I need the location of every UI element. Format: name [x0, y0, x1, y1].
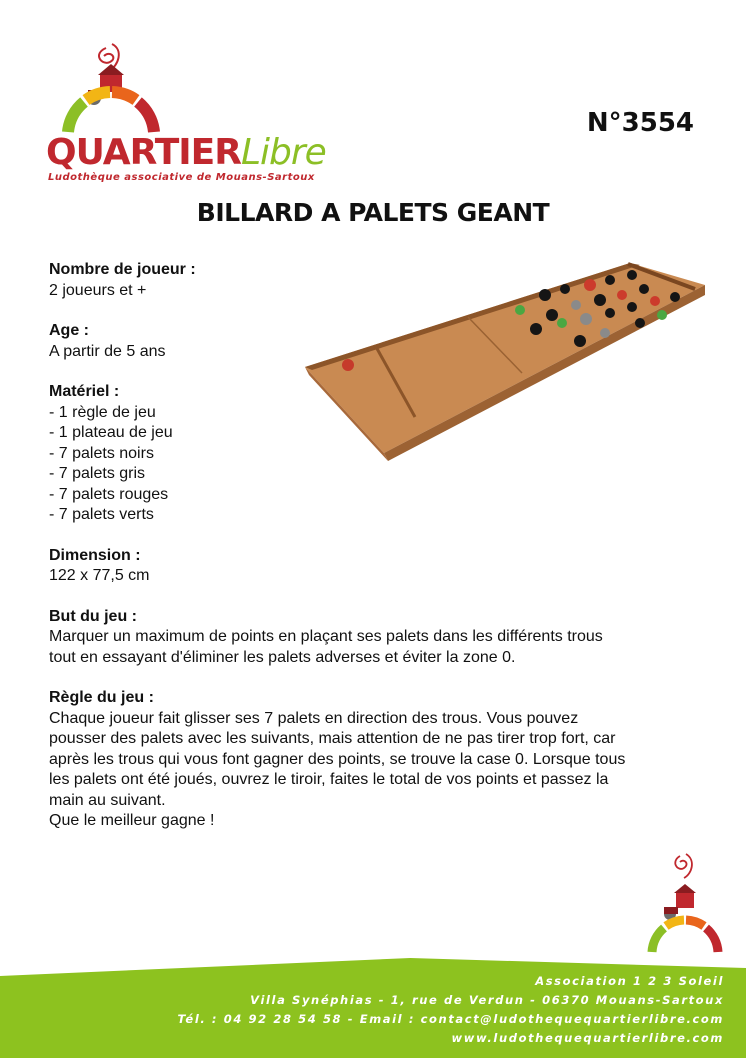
goal-section	[49, 607, 689, 669]
logo-tagline: Ludothèque associative de Mouans-Sartoux	[48, 172, 315, 183]
age-value: A partir de 5 ans	[49, 342, 166, 360]
footer-contact	[177, 972, 724, 1048]
page-title: BILLARD A PALETS GEANT	[196, 198, 550, 227]
dimension-value: 122 x 77,5 cm	[49, 567, 150, 584]
materiel-list	[49, 403, 689, 526]
players-section	[49, 260, 689, 301]
materiel-section	[49, 382, 689, 526]
dimension-label: Dimension :	[49, 546, 141, 564]
text-line: Que le meilleur gagne !	[49, 812, 215, 829]
list-item: - 1 règle de jeu	[49, 403, 156, 421]
list-item: - 7 palets gris	[49, 465, 146, 482]
text-line: Marquer un maximum de points en plaçant ses palets dans les différents trous	[49, 628, 603, 645]
goal-label: But du jeu :	[49, 607, 137, 625]
players-value: 2 joueurs et +	[49, 281, 147, 299]
footer-website-link[interactable]: www.ludothequequartierlibre.com	[451, 1031, 724, 1045]
materiel-label: Matériel :	[49, 383, 120, 400]
footer-association: Association 1 2 3 Soleil	[535, 974, 724, 988]
players-label: Nombre de joueur :	[49, 261, 196, 278]
list-item: - 7 palets rouges	[49, 485, 169, 503]
rules-text	[49, 709, 689, 832]
text-line: main au suivant.	[49, 791, 166, 809]
text-line: Chaque joueur fait glisser ses 7 palets en direction des trous. Vous pouvez	[49, 709, 579, 727]
text-line: les palets ont été joués, ouvrez le tiroir, faites le total de vos points et passez la	[49, 771, 609, 788]
age-label: Age :	[49, 322, 89, 339]
footer-address: Villa Synéphias - 1, rue de Verdun - 06370 Mouans-Sartoux	[250, 993, 724, 1007]
age-section	[49, 321, 689, 362]
logo-wordmark	[46, 132, 326, 173]
list-item: - 1 plateau de jeu	[49, 424, 173, 441]
rules-section	[49, 688, 689, 832]
rules-content	[49, 260, 689, 852]
list-item: - 7 palets verts	[49, 506, 154, 523]
dimension-section	[49, 546, 689, 587]
logo	[40, 40, 326, 190]
text-line: tout en essayant d'éliminer les palets adverses et éviter la zone 0.	[49, 648, 516, 666]
logo-word-libre: Libre	[240, 132, 326, 173]
goal-text	[49, 627, 689, 668]
logo-emblem	[40, 40, 310, 140]
footer-phone-email[interactable]: Tél. : 04 92 28 54 58 - Email : contact@ludothequequartierlibre.com	[177, 1012, 724, 1026]
logo-word-quartier: QUARTIER	[46, 132, 241, 173]
text-line: après les trous qui vous font gagner des points, se trouve la case 0. Lorsque tous	[49, 750, 626, 768]
rules-label: Règle du jeu :	[49, 689, 154, 706]
reference-number: N°3554	[586, 108, 694, 138]
list-item: - 7 palets noirs	[49, 444, 154, 462]
text-line: pousser des palets avec les suivants, mais attention de ne pas tirer trop fort, car	[49, 730, 616, 747]
footer-emblem	[644, 852, 724, 960]
